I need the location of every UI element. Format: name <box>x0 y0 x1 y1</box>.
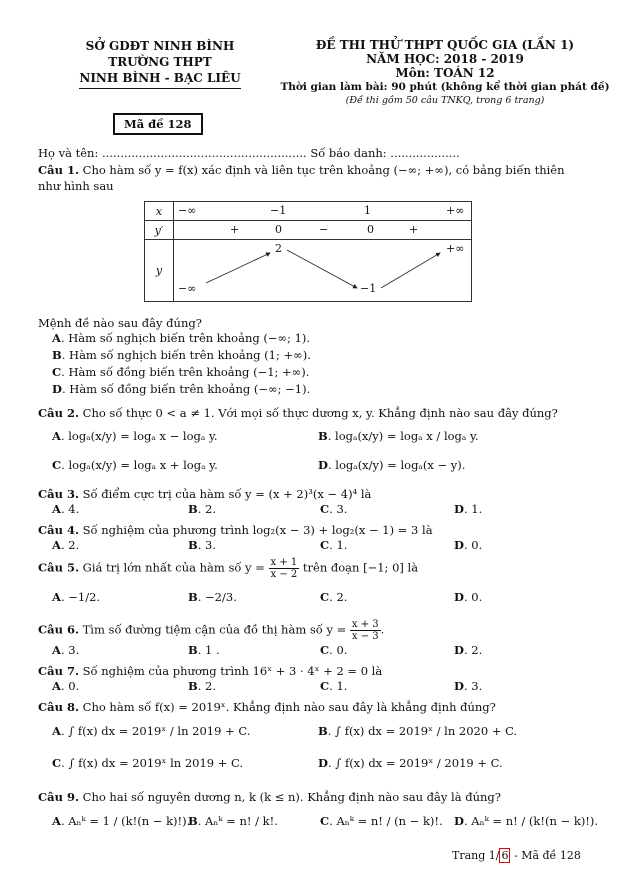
page-total[interactable]: 6 <box>501 849 509 862</box>
option-d[interactable]: D. logₐ(x/y) = logₐ(x − y). <box>318 458 466 472</box>
option-d[interactable]: D. Hàm số đồng biến trên khoảng (−∞; −1). <box>52 382 311 396</box>
option-b[interactable]: B. 1 . <box>188 643 220 657</box>
sign: − <box>319 223 329 236</box>
yprime-label: y′ <box>145 221 174 240</box>
department: SỞ GDĐT NINH BÌNH <box>85 39 235 53</box>
exam-code-box: Mã đề 128 <box>113 113 203 135</box>
option-b[interactable]: B. 3. <box>188 538 217 552</box>
x-val: +∞ <box>446 204 465 217</box>
school-line2: NINH BÌNH - BẠC LIÊU <box>79 70 240 89</box>
exam-header <box>280 38 610 108</box>
option-c[interactable]: C. 3. <box>320 502 348 516</box>
option-b[interactable]: B. −2/3. <box>188 590 237 604</box>
q-label: Câu 1. <box>38 163 79 177</box>
sign: + <box>409 223 419 236</box>
id-field[interactable]: Số báo danh: ................... <box>310 146 460 160</box>
option-c[interactable]: C. 1. <box>320 538 348 552</box>
question-5: Câu 5. Giá trị lớn nhất của hàm số y = $\frac{x + 1}{x - 2}$ trên đoạn [−1; 0] là <box>38 557 419 580</box>
variation-table <box>144 201 472 302</box>
option-d[interactable]: D. 3. <box>454 679 483 693</box>
variation-arrows <box>174 240 474 302</box>
option-b[interactable]: B. 2. <box>188 502 217 516</box>
question-4: Câu 4. Số nghiệm của phương trình log₂(x − 3) + log₂(x − 1) = 3 là <box>38 523 433 537</box>
option-a[interactable]: A. 0. <box>52 679 80 693</box>
q1-prompt: Mệnh đề nào sau đây đúng? <box>38 316 202 330</box>
exam-note: (Đề thi gồm 50 câu TNKQ, trong 6 trang) <box>345 95 545 106</box>
option-a[interactable]: A. −1/2. <box>52 590 101 604</box>
exam-title: ĐỀ THI THỬ THPT QUỐC GIA (LẦN 1) <box>315 38 575 52</box>
option-c[interactable]: C. Aₙᵏ = n! / (n − k)!. <box>320 814 443 828</box>
option-a[interactable]: A. ∫ f(x) dx = 2019ˣ / ln 2019 + C. <box>52 724 251 738</box>
option-a[interactable]: A. Aₙᵏ = 1 / (k!(n − k)!). <box>52 814 191 828</box>
sign: 0 <box>275 223 282 236</box>
question-6: Câu 6. Tìm số đường tiệm cận của đồ thị hàm số y = $\frac{x + 3}{x - 3}$ . <box>38 619 385 642</box>
option-a[interactable]: A. 2. <box>52 538 80 552</box>
option-a[interactable]: A. logₐ(x/y) = logₐ x − logₐ y. <box>52 429 218 443</box>
sign: + <box>230 223 240 236</box>
page-footer: Trang 1/ 6 - Mã đề 128 <box>452 849 581 862</box>
y-label: y <box>145 240 174 302</box>
option-a[interactable]: A. 3. <box>52 643 80 657</box>
school-year: NĂM HỌC: 2018 - 2019 <box>366 52 524 66</box>
school-line1: TRƯỜNG THPT <box>108 55 212 69</box>
option-c[interactable]: C. 1. <box>320 679 348 693</box>
q-text: Cho hàm số y = f(x) xác định và liên tục trên khoảng (−∞; +∞), có bảng biến thiên <box>82 163 565 177</box>
option-a[interactable]: A. Hàm số nghịch biến trên khoảng (−∞; 1). <box>52 331 311 345</box>
q1-text-cont: như hình sau <box>38 179 114 193</box>
student-info <box>38 146 460 160</box>
question-1 <box>38 163 565 177</box>
option-b[interactable]: B. Hàm số nghịch biến trên khoảng (1; +∞). <box>52 348 311 362</box>
option-d[interactable]: D. 0. <box>454 590 483 604</box>
question-3: Câu 3. Số điểm cực trị của hàm số y = (x + 2)³(x − 4)⁴ là <box>38 487 372 501</box>
arrow-up <box>381 253 440 288</box>
option-c[interactable]: C. 0. <box>320 643 348 657</box>
option-d[interactable]: D. Aₙᵏ = n! / (k!(n − k)!). <box>454 814 599 828</box>
option-c[interactable]: C. Hàm số đồng biến trên khoảng (−1; +∞). <box>52 365 310 379</box>
x-val: −1 <box>270 204 287 217</box>
subject: Môn: TOÁN 12 <box>395 66 495 80</box>
question-7: Câu 7. Số nghiệm của phương trình 16ˣ + 3 · 4ˣ + 2 = 0 là <box>38 664 383 678</box>
option-d[interactable]: D. 0. <box>454 538 483 552</box>
option-b[interactable]: B. Aₙᵏ = n! / k!. <box>188 814 278 828</box>
option-d[interactable]: D. 1. <box>454 502 483 516</box>
option-c[interactable]: C. 2. <box>320 590 348 604</box>
option-d[interactable]: D. ∫ f(x) dx = 2019ˣ / 2019 + C. <box>318 756 503 770</box>
option-d[interactable]: D. 2. <box>454 643 483 657</box>
y-val: −∞ <box>178 282 197 295</box>
fraction: $\frac{x + 3}{x - 3}$ <box>351 619 379 642</box>
option-c[interactable]: C. logₐ(x/y) = logₐ x + logₐ y. <box>52 458 218 472</box>
arrow-up <box>206 253 270 283</box>
option-b[interactable]: B. ∫ f(x) dx = 2019ˣ / ln 2020 + C. <box>318 724 518 738</box>
name-field[interactable]: Họ và tên: ........................................................ <box>38 146 307 160</box>
x-val: 1 <box>364 204 371 217</box>
question-2: Câu 2. Cho số thực 0 < a ≠ 1. Với mọi số thực dương x, y. Khẳng định nào sau đây đúng? <box>38 406 558 420</box>
question-8: Câu 8. Cho hàm số f(x) = 2019ˣ. Khẳng định nào sau đây là khẳng định đúng? <box>38 700 496 714</box>
option-c[interactable]: C. ∫ f(x) dx = 2019ˣ ln 2019 + C. <box>52 756 244 770</box>
option-b[interactable]: B. 2. <box>188 679 217 693</box>
time-limit: Thời gian làm bài: 90 phút (không kể thời gian phát đề) <box>280 81 610 93</box>
sign: 0 <box>367 223 374 236</box>
arrow-down <box>287 250 357 288</box>
y-val: 2 <box>275 242 282 255</box>
y-val: −1 <box>360 282 377 295</box>
option-b[interactable]: B. logₐ(x/y) = logₐ x / logₐ y. <box>318 429 479 443</box>
x-val: −∞ <box>178 204 197 217</box>
x-label: x <box>145 202 174 221</box>
fraction: $\frac{x + 1}{x - 2}$ <box>270 557 298 580</box>
y-val: +∞ <box>446 242 465 255</box>
question-9: Câu 9. Cho hai số nguyên dương n, k (k ≤ n). Khẳng định nào sau đây là đúng? <box>38 790 501 804</box>
school-header <box>60 38 260 89</box>
option-a[interactable]: A. 4. <box>52 502 80 516</box>
